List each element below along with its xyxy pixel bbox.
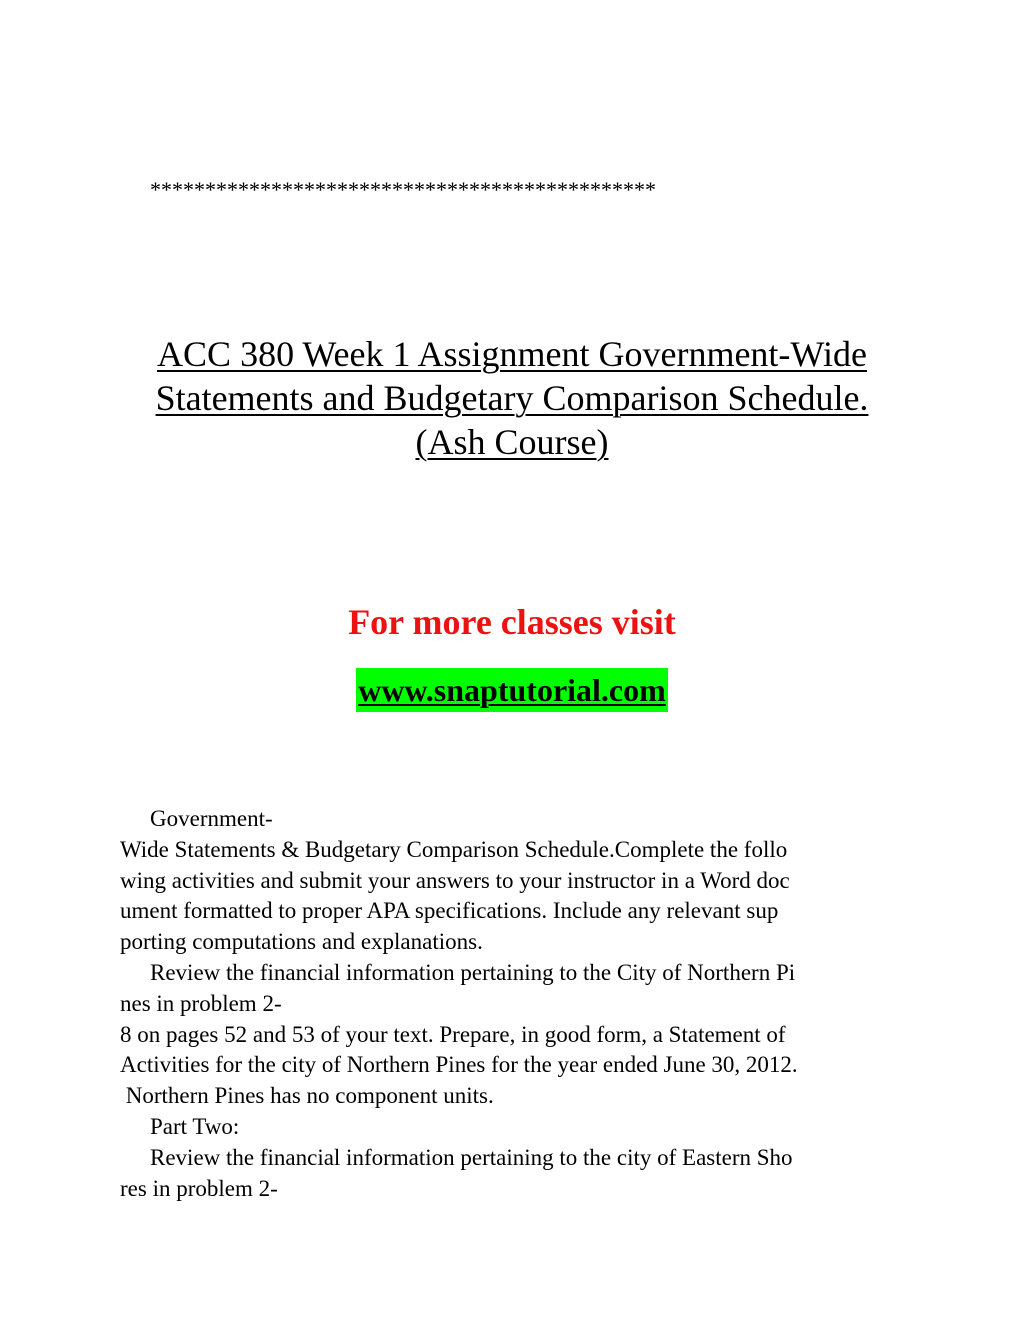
document-title xyxy=(112,332,912,464)
promo-link-wrapper xyxy=(0,668,1024,712)
body-line: Part Two: xyxy=(150,1113,240,1139)
body-line: Activities for the city of Northern Pines for the year ended June 30, 2012. xyxy=(120,1052,798,1078)
body-line: 8 on pages 52 and 53 of your text. Prepare, in good form, a Statement of xyxy=(120,1021,786,1047)
body-line: wing activities and submit your answers to your instructor in a Word doc xyxy=(120,867,790,893)
title-line: Statements and Budgetary Comparison Schedule. xyxy=(155,378,869,418)
body-line: nes in problem 2- xyxy=(120,990,282,1016)
body-line: Government- xyxy=(150,806,273,831)
promo-heading: For more classes visit xyxy=(348,602,676,642)
body-line: Northern Pines has no component units. xyxy=(120,1083,494,1109)
body-line: Review the financial information pertaining to the City of Northern Pi xyxy=(150,959,796,985)
title-line: ACC 380 Week 1 Assignment Government-Wide xyxy=(157,334,867,374)
website-link[interactable]: www.snaptutorial.com xyxy=(356,668,668,712)
body-line: Wide Statements & Budgetary Comparison Schedule.Complete the follo xyxy=(120,836,788,862)
body-line: porting computations and explanations. xyxy=(120,929,483,955)
body-line: Review the financial information pertaining to the city of Eastern Sho xyxy=(150,1144,793,1170)
asterisk-divider: ********************************************** xyxy=(150,177,656,202)
title-line: (Ash Course) xyxy=(415,422,609,462)
body-line: ument formatted to proper APA specifications. Include any relevant sup xyxy=(120,898,779,924)
assignment-description xyxy=(120,804,920,1204)
body-line: res in problem 2- xyxy=(120,1175,278,1201)
